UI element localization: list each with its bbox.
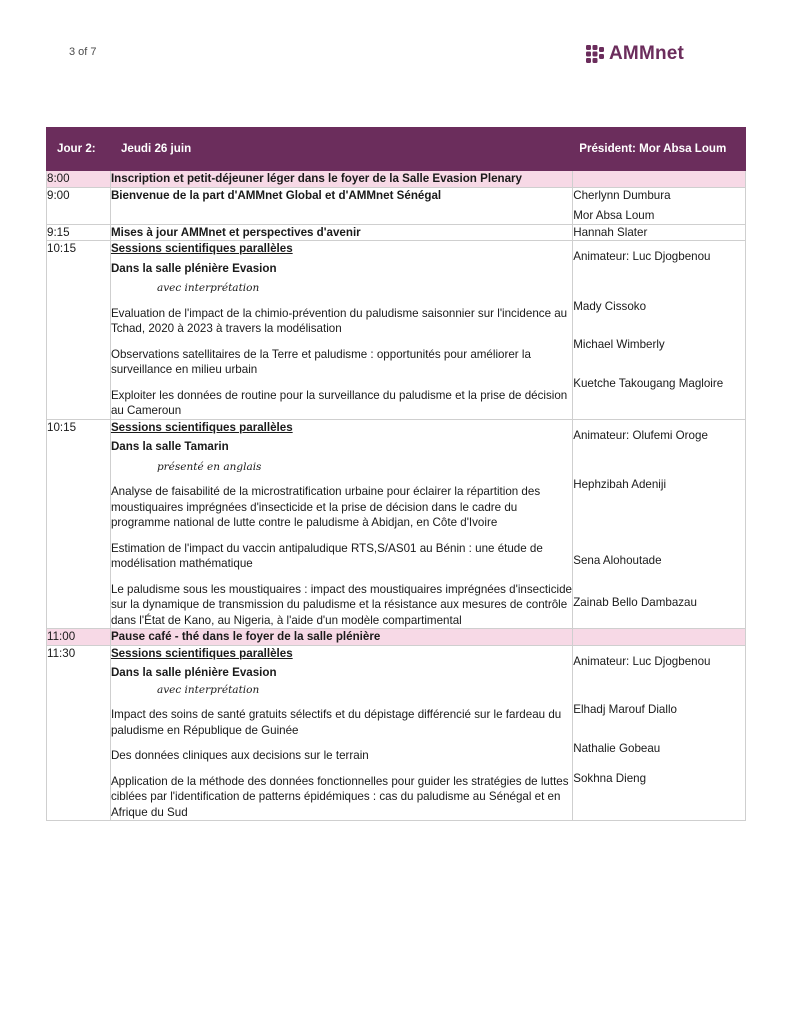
talk-title: Le paludisme sous les moustiquaires : impact des moustiquaires imprégnées d'insecticide sur la dynamique de transmission du paludisme et la résistance aux mesures de contrôle dans l'État de Kano, au Nigeria, à l'aide d'un modèle compartimental [110,582,572,627]
session-note: avec interprétation [156,282,260,294]
time-cell: 11:30 [47,645,111,821]
president-label: Président: Mor Absa Loum [573,128,746,171]
presenter-name: Mor Absa Loum [573,209,655,222]
presenter-cell [573,241,746,420]
time-cell: 11:00 [47,629,111,646]
speaker-name: Sena Alohoutade [573,553,662,567]
session-room: Dans la salle plénière Evasion [110,666,277,679]
time-cell: 8:00 [47,171,111,188]
table-row [47,224,746,241]
talk-title: Application de la méthode des données fonctionnelles pour guider les stratégies de luttes ciblées par l'identification de patterns épidémiques : cas du paludisme au Sénégal et en Afrique du Sud [110,774,569,819]
session-title: Sessions scientifiques parallèles [110,420,293,434]
session-title: Sessions scientifiques parallèles [110,646,293,660]
speaker-name: Kuetche Takougang Magloire [573,376,724,390]
talk-title: Observations satellitaires de la Terre et paludisme : opportunités pour améliorer la surveillance en milieu urbain [110,347,531,376]
table-row [47,645,746,821]
talk-title: Des données cliniques aux decisions sur le terrain [110,749,369,762]
time-cell: 9:15 [47,224,111,241]
time-cell: 10:15 [47,241,111,420]
presenter-cell [573,645,746,821]
talk-title: Evaluation de l'impact de la chimio-prévention du paludisme saisonnier sur l'incidence au Tchad, 2020 à 2023 à travers la modélisation [110,306,568,335]
table-row [47,171,746,188]
day-label: Jour 2: [47,128,111,171]
speaker-name: Mady Cissoko [573,299,647,313]
animator-name: Animateur: Olufemi Oroge [573,428,708,442]
session-room: Dans la salle plénière Evasion [110,261,277,275]
presenter-cell [573,629,746,646]
talk-title: Impact des soins de santé gratuits sélectifs et du dépistage différencié sur le fardeau du paludisme en République de Guinée [110,708,562,737]
table-row [47,187,746,224]
session-cell [110,241,572,420]
table-row [47,241,746,420]
presenter-name: Cherlynn Dumbura [573,188,671,202]
speaker-name: Nathalie Gobeau [573,741,661,755]
presenter-name: Hannah Slater [573,224,746,241]
talk-title: Analyse de faisabilité de la microstratification urbaine pour éclairer la répartition des moustiquaires imprégnées d'insecticide et la prise de décision dans le cadre du programme national de lutte contre le paludisme à Abidjan, en Côte d'Ivoire [110,485,541,529]
speaker-name: Sokhna Dieng [573,772,647,785]
animator-name: Animateur: Luc Djogbenou [573,250,711,263]
item-title: Pause café - thé dans le foyer de la salle plénière [110,629,572,646]
table-row [47,629,746,646]
presenter-cell [573,171,746,188]
table-row [47,419,746,629]
ammnet-logo-icon [586,45,604,63]
session-cell [110,645,572,821]
item-title: Inscription et petit-déjeuner léger dans le foyer de la Salle Evasion Plenary [110,171,572,188]
talk-title: Exploiter les données de routine pour la surveillance du paludisme et la prise de décision au Cameroun [110,388,568,417]
item-title: Mises à jour AMMnet et perspectives d'avenir [110,224,572,241]
session-room: Dans la salle Tamarin [110,440,229,453]
date-label: Jeudi 26 juin [110,128,572,171]
agenda-table [46,127,746,821]
item-title: Bienvenue de la part d'AMMnet Global et d'AMMnet Sénégal [110,187,572,224]
animator-name: Animateur: Luc Djogbenou [573,654,711,668]
presenter-cell [573,419,746,629]
time-cell: 10:15 [47,419,111,629]
session-note: avec interprétation [156,683,260,696]
speaker-name: Elhadj Marouf Diallo [573,703,677,716]
table-header [47,128,746,171]
ammnet-logo [586,43,684,65]
presenter-cell [573,187,746,224]
page-number: 3 of 7 [69,46,97,58]
speaker-name: Michael Wimberly [573,338,665,351]
speaker-name: Zainab Bello Dambazau [573,596,697,609]
time-cell: 9:00 [47,187,111,224]
talk-title: Estimation de l'impact du vaccin antipaludique RTS,S/AS01 au Bénin : une étude de modélisation mathématique [110,541,543,570]
session-note: présenté en anglais [156,460,262,473]
session-title: Sessions scientifiques parallèles [110,242,293,255]
brand-name: AMMnet [609,43,685,64]
speaker-name: Hephzibah Adeniji [573,478,667,491]
session-cell [110,419,572,629]
